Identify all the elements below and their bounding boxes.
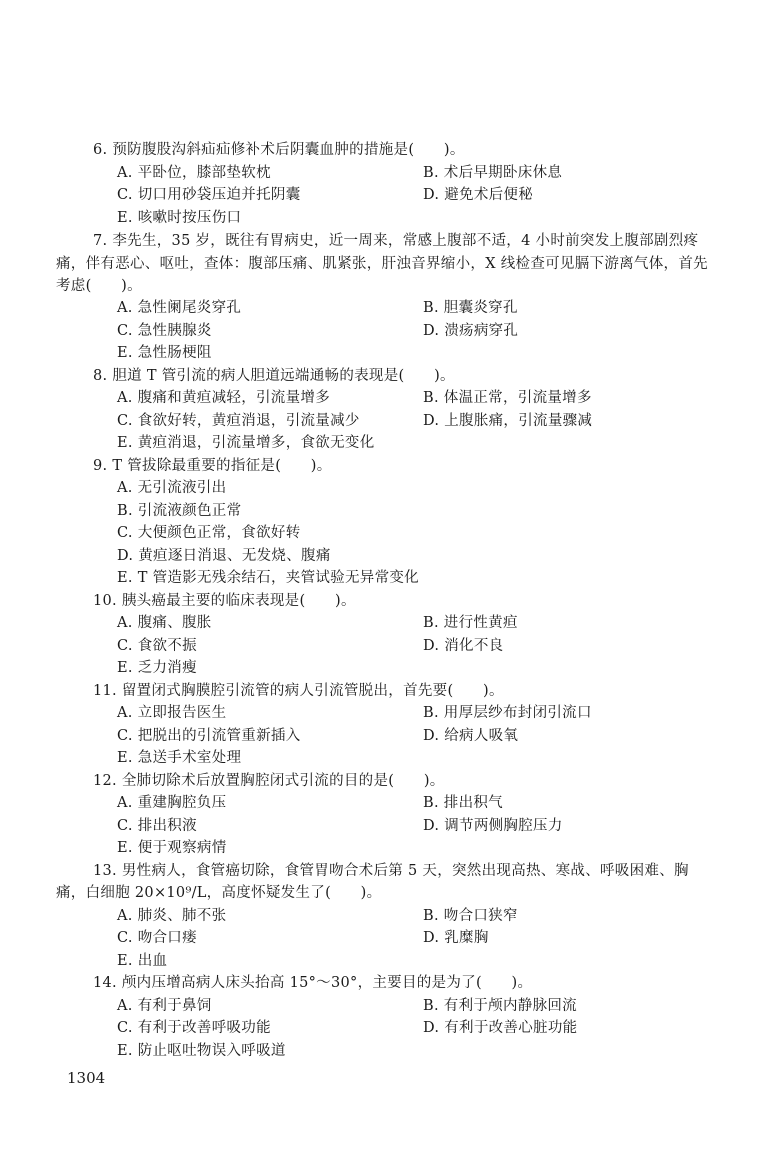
q14-option-e: E. 防止呕吐物误入呼吸道 (117, 1043, 286, 1059)
q6-option-d: D. 避免术后便秘 (423, 187, 534, 203)
question-8-stem: 8. 胆道 T 管引流的病人胆道远端通畅的表现是( )。 (93, 368, 455, 384)
q14-option-c: C. 有利于改善呼吸功能 (117, 1020, 271, 1036)
q13-option-a: A. 肺炎、肺不张 (117, 908, 227, 924)
q6-option-c: C. 切口用砂袋压迫并托阴囊 (117, 187, 301, 203)
question-13-stem-line2: 痛，白细胞 20×10⁹/L，高度怀疑发生了( )。 (56, 885, 382, 901)
q7-option-d: D. 溃疡病穿孔 (423, 323, 519, 339)
q8-option-a: A. 腹痛和黄疸减轻，引流量增多 (117, 390, 330, 406)
q10-option-c: C. 食欲不振 (117, 638, 197, 654)
q8-option-c: C. 食欲好转，黄疸消退，引流量减少 (117, 413, 360, 429)
q6-option-b: B. 术后早期卧床休息 (423, 165, 563, 181)
question-14-stem: 14. 颅内压增高病人床头抬高 15°～30°，主要目的是为了( )。 (93, 975, 533, 991)
q7-option-b: B. 胆囊炎穿孔 (423, 300, 518, 316)
question-6-stem: 6. 预防腹股沟斜疝疝修补术后阴囊血肿的措施是( )。 (93, 142, 465, 158)
q11-option-b: B. 用厚层纱布封闭引流口 (423, 705, 592, 721)
q12-option-a: A. 重建胸腔负压 (117, 795, 227, 811)
q13-option-c: C. 吻合口瘘 (117, 930, 197, 946)
q14-option-b: B. 有利于颅内静脉回流 (423, 998, 577, 1014)
q6-option-e: E. 咳嗽时按压伤口 (117, 210, 242, 226)
q7-option-e: E. 急性肠梗阻 (117, 345, 212, 361)
q10-option-e: E. 乏力消瘦 (117, 660, 197, 676)
q12-option-d: D. 调节两侧胸腔压力 (423, 818, 563, 834)
page-number: 1304 (67, 1069, 106, 1087)
q14-option-a: A. 有利于鼻饲 (117, 998, 212, 1014)
question-7-stem-line3: 考虑( )。 (56, 278, 142, 294)
q14-option-d: D. 有利于改善心脏功能 (423, 1020, 578, 1036)
q12-option-b: B. 排出积气 (423, 795, 503, 811)
q8-option-d: D. 上腹胀痛，引流量骤减 (423, 413, 593, 429)
q10-option-d: D. 消化不良 (423, 638, 504, 654)
question-7-stem-line2: 痛，伴有恶心、呕吐，查体：腹部压痛、肌紧张，肝浊音界缩小，X 线检查可见膈下游离气体，首先 (56, 256, 708, 272)
q13-option-b: B. 吻合口狭窄 (423, 908, 518, 924)
q11-option-e: E. 急送手术室处理 (117, 750, 242, 766)
q13-option-e: E. 出血 (117, 953, 168, 969)
q9-option-d: D. 黄疸逐日消退、无发烧、腹痛 (117, 548, 331, 564)
q9-option-a: A. 无引流液引出 (117, 480, 227, 496)
q9-option-c: C. 大便颜色正常，食欲好转 (117, 525, 301, 541)
q6-option-a: A. 平卧位，膝部垫软枕 (117, 165, 271, 181)
q12-option-e: E. 便于观察病情 (117, 840, 227, 856)
q11-option-d: D. 给病人吸氧 (423, 728, 519, 744)
q11-option-c: C. 把脱出的引流管重新插入 (117, 728, 301, 744)
q7-option-c: C. 急性胰腺炎 (117, 323, 212, 339)
q9-option-e: E. T 管造影无残余结石，夹管试验无异常变化 (117, 570, 419, 586)
q7-option-a: A. 急性阑尾炎穿孔 (117, 300, 242, 316)
q9-option-b: B. 引流液颜色正常 (117, 503, 242, 519)
q10-option-a: A. 腹痛、腹胀 (117, 615, 212, 631)
q8-option-b: B. 体温正常，引流量增多 (423, 390, 592, 406)
question-12-stem: 12. 全肺切除术后放置胸腔闭式引流的目的是( )。 (93, 773, 445, 789)
q11-option-a: A. 立即报告医生 (117, 705, 227, 721)
q10-option-b: B. 进行性黄疸 (423, 615, 518, 631)
question-10-stem: 10. 胰头癌最主要的临床表现是( )。 (93, 593, 356, 609)
q13-option-d: D. 乳糜胸 (423, 930, 489, 946)
question-9-stem: 9. T 管拔除最重要的指征是( )。 (93, 458, 332, 474)
q8-option-e: E. 黄疸消退，引流量增多，食欲无变化 (117, 435, 375, 451)
question-11-stem: 11. 留置闭式胸膜腔引流管的病人引流管脱出，首先要( )。 (93, 683, 504, 699)
question-7-stem: 7. 李先生，35 岁，既往有胃病史，近一周来，常感上腹部不适，4 小时前突发上腹部剧烈疼 (93, 233, 699, 249)
question-13-stem: 13. 男性病人，食管癌切除，食管胃吻合术后第 5 天，突然出现高热、寒战、呼吸困难、胸 (93, 863, 689, 879)
q12-option-c: C. 排出积液 (117, 818, 197, 834)
